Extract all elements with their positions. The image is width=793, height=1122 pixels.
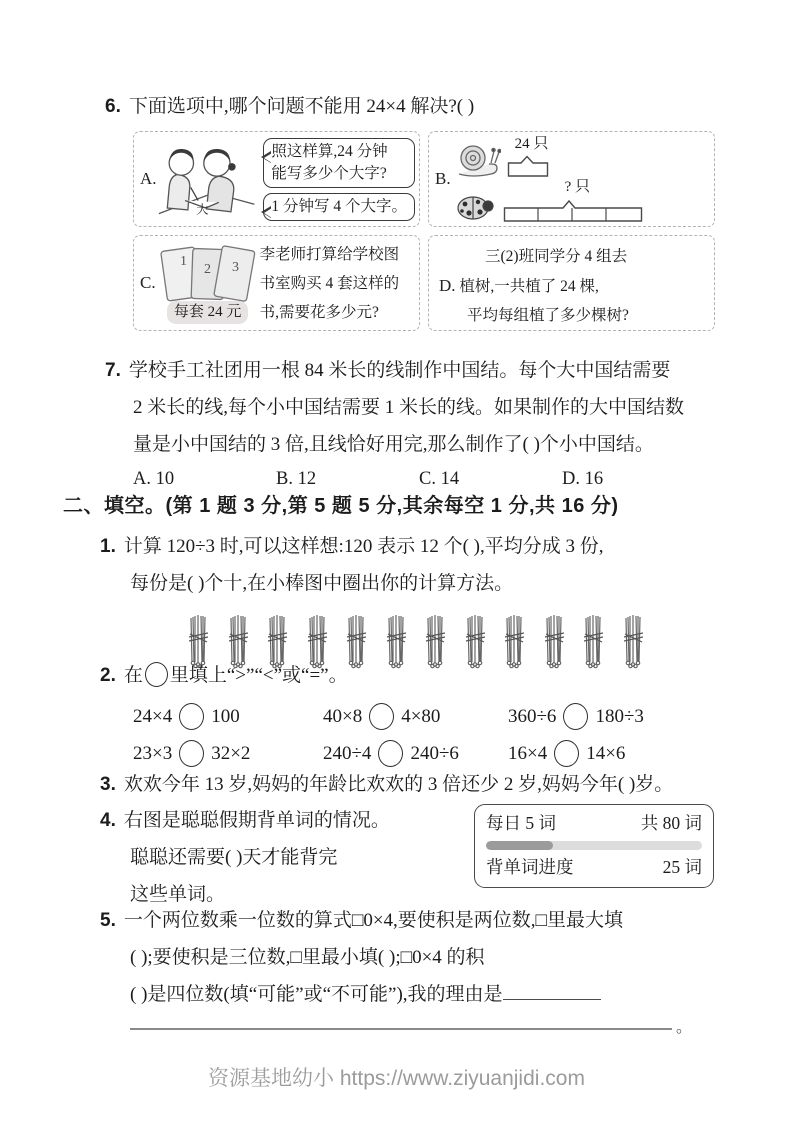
fill-q5-line-1: [100, 902, 730, 939]
word-card-top-row: [486, 810, 702, 836]
fill-q1-line-1: [100, 528, 647, 565]
reason-answer-line-start[interactable]: [503, 981, 601, 1000]
cmp-right: 240÷6: [410, 742, 459, 764]
cmp-left: 240÷4: [323, 742, 372, 764]
book-number-2: 2: [203, 261, 211, 277]
total-words-label: 共 80 词: [640, 813, 702, 833]
comparison-item: [133, 740, 323, 767]
fill-q5-number: 5.: [100, 910, 116, 931]
fill-q2-header: [100, 657, 644, 694]
cmp-right: 100: [211, 705, 240, 727]
fill-q2-number: 2.: [100, 665, 116, 686]
progress-value: 25 词: [662, 857, 702, 877]
cmp-left: 23×3: [133, 742, 173, 764]
cmp-left: 360÷6: [508, 705, 557, 727]
comparison-item: [508, 703, 644, 730]
cmp-right: 32×2: [211, 742, 251, 764]
option-a-bubbles: [263, 138, 415, 221]
question-6-number: 6.: [105, 96, 121, 117]
answer-circle[interactable]: [554, 740, 579, 767]
fill-q1-number: 1.: [100, 536, 116, 557]
option-b-diagram: [455, 136, 708, 222]
option-d-label: D.: [439, 276, 456, 295]
question-6: [105, 88, 474, 125]
speech-bubble-line-1: 照这样算,24 分钟: [271, 142, 388, 160]
speech-bubble-statement: 1 分钟写 4 个大字。: [263, 193, 415, 221]
price-tag: 每套 24 元: [167, 301, 249, 324]
choice-a: A. 10: [133, 469, 175, 489]
book-number-3: 3: [231, 259, 239, 275]
question-7-line-1: [105, 352, 705, 389]
question-7-line-2: 2 米长的线,每个小中国结需要 1 米长的线。如果制作的大中国结数: [133, 397, 685, 418]
option-c-label: C.: [140, 273, 156, 292]
option-c-line-1: 李老师打算给学校图: [259, 245, 400, 263]
question-6-options: [133, 131, 715, 331]
cmp-left: 16×4: [508, 742, 548, 764]
answer-circle[interactable]: [378, 740, 403, 767]
option-a-box: [133, 131, 420, 227]
fill-q5-text-3: ( )是四位数(填“可能”或“不可能”),我的理由是: [130, 984, 503, 1005]
sentence-period: 。: [676, 1019, 693, 1036]
section-2-title: 二、填空。(第 1 题 3 分,第 5 题 5 分,其余每空 1 分,共 16 分): [63, 495, 619, 517]
option-a-label: A.: [140, 169, 157, 188]
comparison-item: [133, 703, 323, 730]
comparison-grid: [100, 703, 644, 767]
cmp-left: 24×4: [133, 705, 173, 727]
choice-d: D. 16: [562, 469, 604, 489]
choice-b: B. 12: [276, 469, 317, 489]
fill-q4-line-2: 聪聪还需要( )天才能背完: [130, 847, 338, 868]
choice-c: C. 14: [419, 469, 460, 489]
footer-watermark: 资源基地幼小 https://www.ziyuanjidi.com: [208, 1067, 585, 1090]
one-unit-bar: [507, 153, 549, 177]
svg-text:大: 大: [195, 202, 208, 217]
speech-bubble-question: [263, 138, 415, 188]
option-d-line-2: [439, 271, 710, 301]
book-number-1: 1: [179, 253, 187, 269]
cmp-right: 180÷3: [595, 705, 644, 727]
fill-question-5: [100, 902, 730, 1052]
fill-question-3: [100, 766, 673, 803]
progress-bar-track: [486, 841, 702, 850]
four-unit-bar: [503, 196, 643, 222]
progress-label: 背单词进度: [486, 857, 574, 877]
cmp-left: 40×8: [323, 705, 363, 727]
option-c-text: [260, 240, 400, 327]
fill-q5-line-2: ( );要使积是三位数,□里最小填( );□0×4 的积: [130, 947, 485, 968]
option-d-line-2-text: 植树,一共植了 24 棵,: [459, 278, 599, 295]
comparison-item: [323, 740, 508, 767]
fill-q4-text-1: 右图是聪聪假期背单词的情况。: [123, 810, 390, 831]
speech-bubble-line-2: 能写多少个大字?: [271, 164, 387, 182]
fill-q2-label-after: 里填上“>”“<”或“=”。: [169, 665, 348, 686]
answer-circle[interactable]: [179, 740, 204, 767]
fill-q4-number: 4.: [100, 810, 116, 831]
cmp-right: 14×6: [586, 742, 626, 764]
books-figure: [160, 243, 256, 324]
fill-q2-label-before: 在: [123, 665, 143, 686]
option-d-text: [439, 242, 710, 330]
option-d-line-3: 平均每组植了多少棵树?: [467, 307, 629, 324]
question-6-text: 下面选项中,哪个问题不能用 24×4 解决?( ): [128, 96, 475, 117]
fill-q1-text-1: 计算 120÷3 时,可以这样想:120 表示 12 个( ),平均分成 3 份,: [123, 536, 604, 557]
fill-q1-line-2: 每份是( )个十,在小棒图中圈出你的计算方法。: [130, 573, 514, 594]
option-c-box: [133, 235, 420, 331]
answer-circle[interactable]: [179, 703, 204, 730]
cmp-right: 4×80: [401, 705, 441, 727]
fill-question-2: [100, 657, 644, 767]
comparison-item: [323, 703, 508, 730]
daily-words-label: 每日 5 词: [486, 813, 556, 833]
fill-question-1: [100, 528, 647, 670]
option-b-box: [428, 131, 715, 227]
fill-q4-line-3: 这些单词。: [130, 884, 226, 905]
option-d-box: [428, 235, 715, 331]
option-c-line-2: 书室购买 4 套这样的: [259, 274, 400, 292]
children-writing-illustration: [157, 136, 262, 222]
snail-icon: [455, 141, 501, 177]
ladybug-icon: [455, 192, 497, 222]
word-progress-card: [474, 804, 714, 888]
question-7-text-1: 学校手工社团用一根 84 米长的线制作中国结。每个大中国结需要: [128, 360, 671, 381]
question-7: [105, 352, 705, 490]
progress-fill: [486, 841, 553, 850]
fill-q3-text: 欢欢今年 13 岁,妈妈的年龄比欢欢的 3 倍还少 2 岁,妈妈今年( )岁。: [123, 774, 674, 795]
question-7-line-3: 量是小中国结的 3 倍,且线恰好用完,那么制作了( )个小中国结。: [133, 434, 654, 455]
word-card-bottom-row: [486, 854, 702, 880]
question-7-number: 7.: [105, 360, 121, 381]
option-b-label: B.: [435, 169, 451, 188]
fill-q5-line-3: [100, 976, 730, 1013]
ladybug-question-label: ? 只: [564, 179, 591, 195]
fill-q5-text-1: 一个两位数乘一位数的算式□0×4,要使积是两位数,□里最大填: [123, 910, 624, 931]
question-7-choices: [105, 469, 705, 490]
option-c-line-3: 书,需要花多少元?: [259, 303, 379, 321]
snail-count-label: 24 只: [514, 136, 549, 152]
example-circle: [145, 662, 168, 687]
reason-answer-line[interactable]: [130, 1028, 672, 1030]
comparison-item: [508, 740, 644, 767]
books-icon: [160, 243, 256, 305]
fill-q3-number: 3.: [100, 774, 116, 795]
option-d-line-1: 三(2)班同学分 4 组去: [485, 248, 628, 265]
answer-circle[interactable]: [369, 703, 394, 730]
answer-circle[interactable]: [563, 703, 588, 730]
fill-question-4: [100, 802, 720, 905]
